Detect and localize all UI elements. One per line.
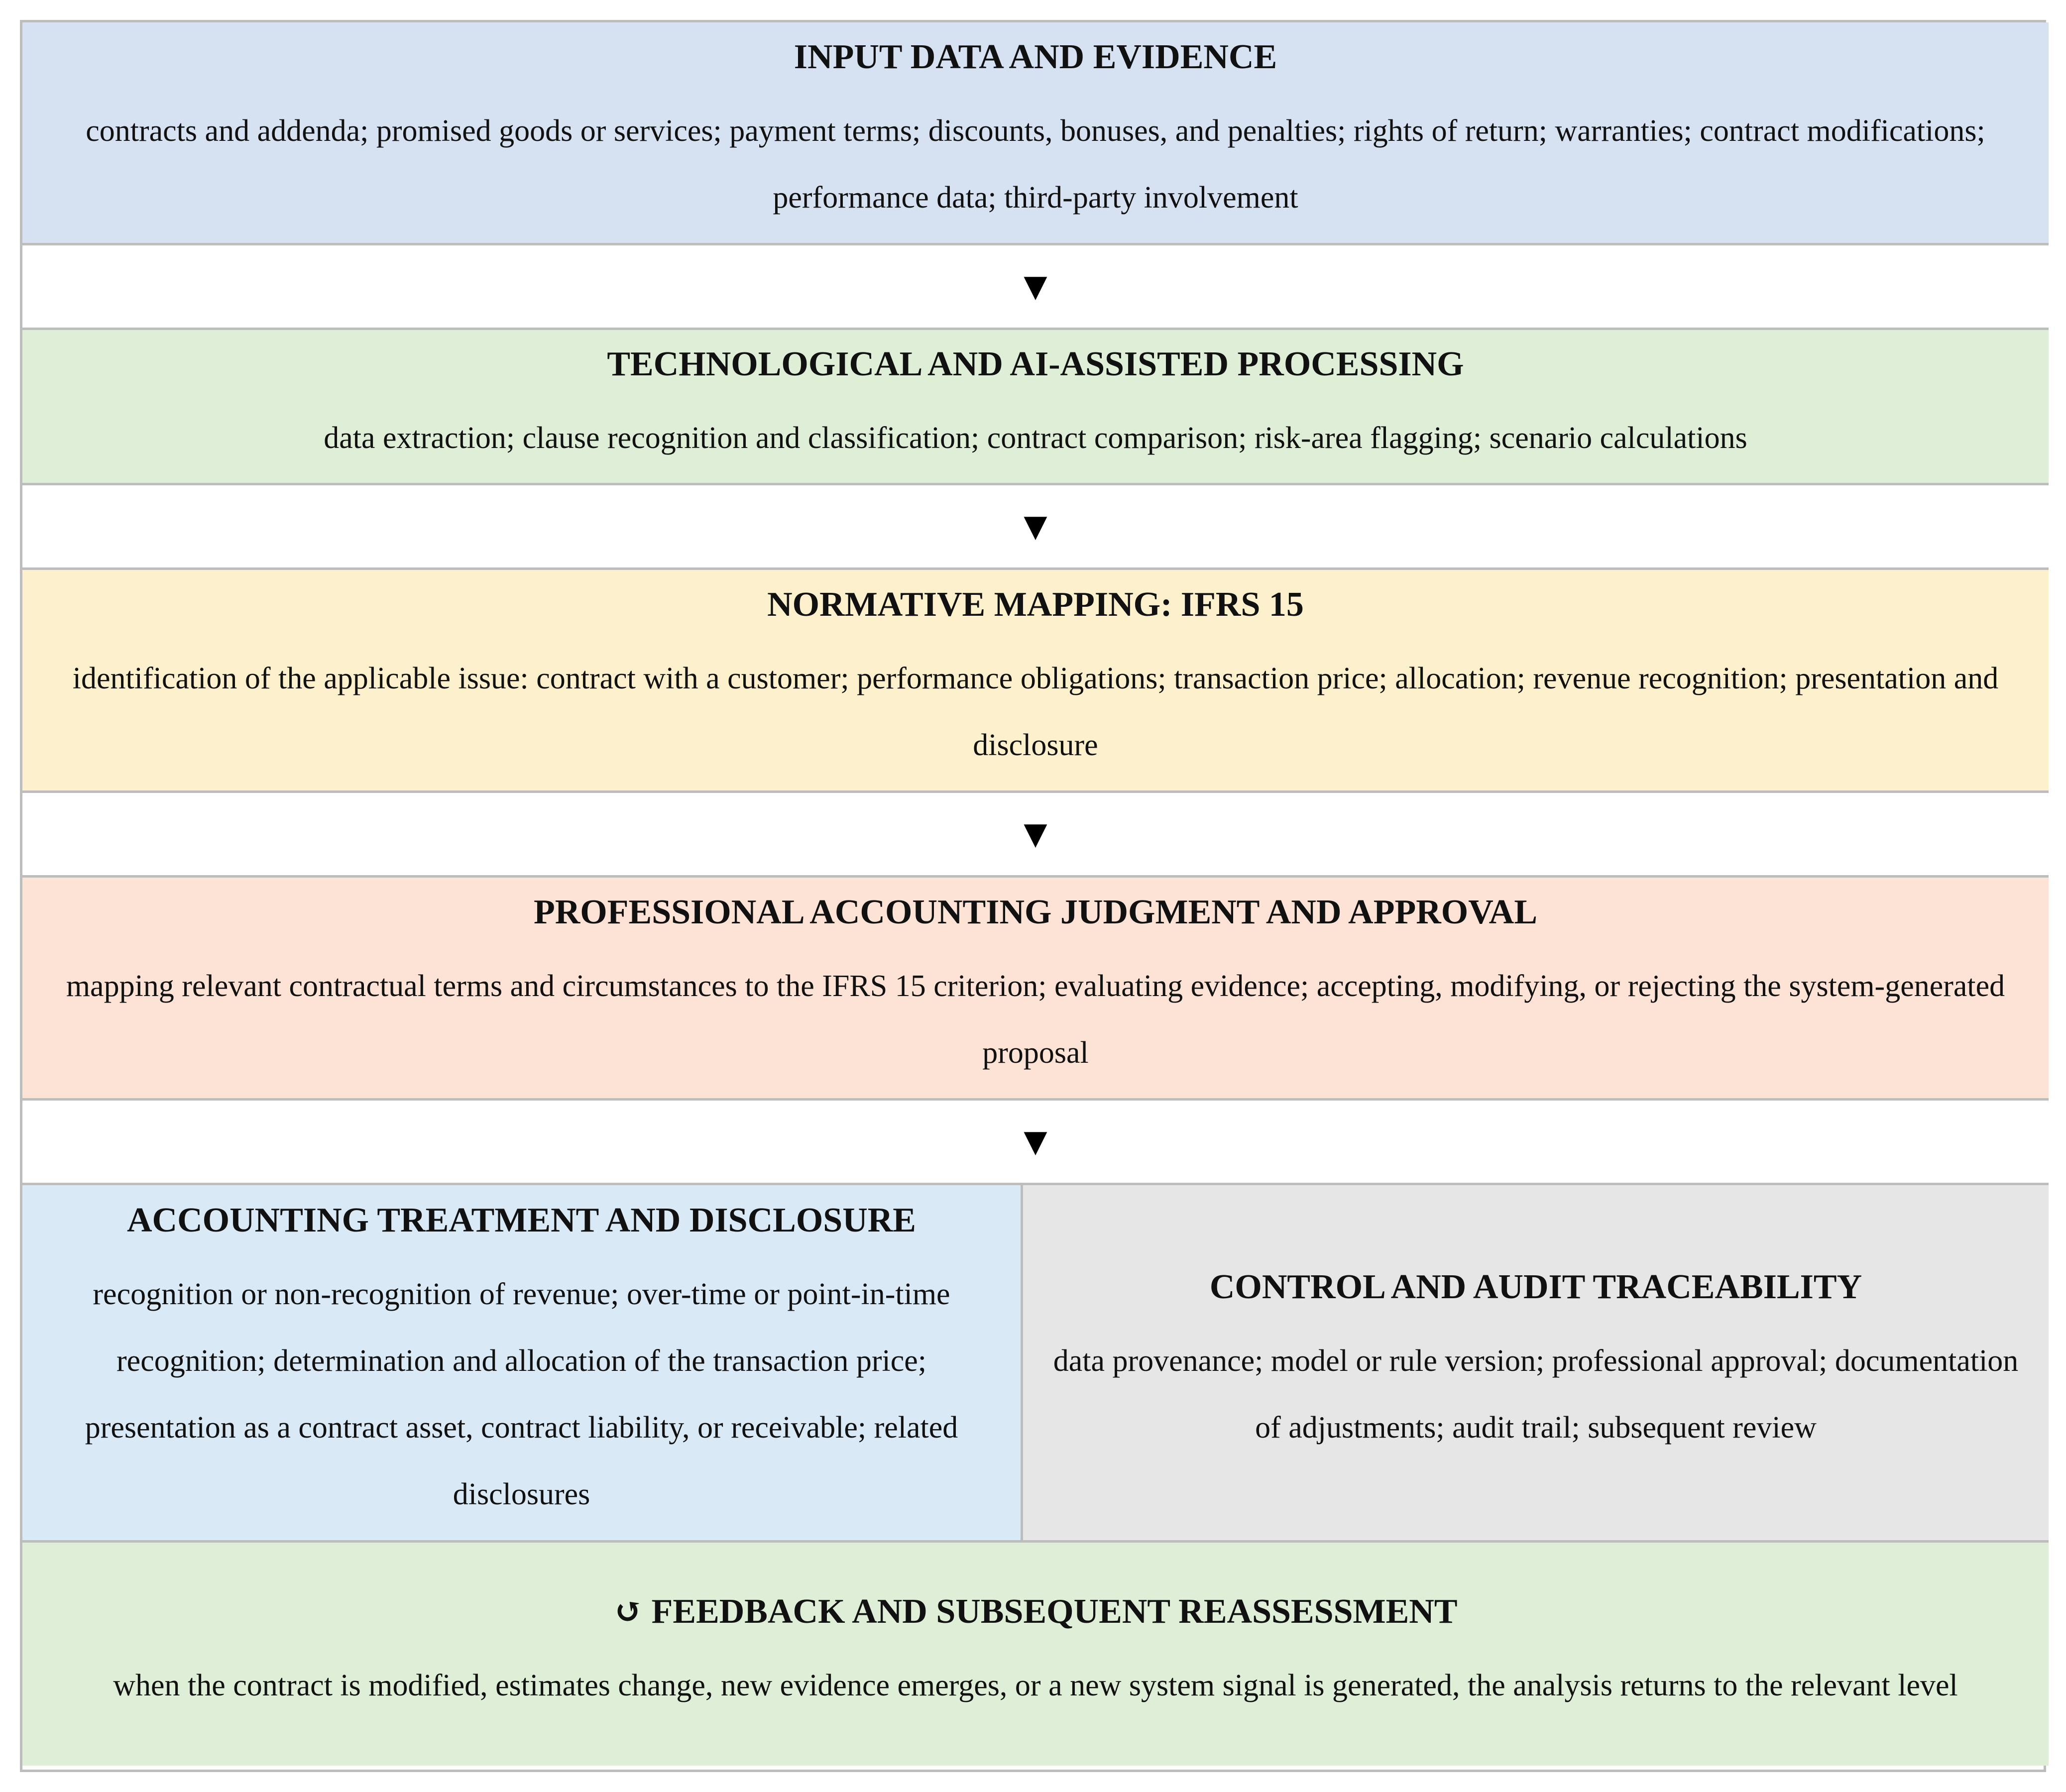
- control-audit-text: data provenance; model or rule version; professional approval; documentation of adjustments; audit trail; subsequent review: [1053, 1344, 2019, 1445]
- judgment-title: PROFESSIONAL ACCOUNTING JUDGMENT AND APPROVAL: [533, 893, 1538, 931]
- input-data-title: INPUT DATA AND EVIDENCE: [794, 37, 1277, 76]
- input-data-text: contracts and addenda; promised goods or services; payment terms; discounts, bonuses, and penalties; rights of return; warranties; contract modifications; performance data; third-party involvement: [86, 113, 1985, 215]
- down-arrow-icon: ▼: [1016, 812, 1055, 856]
- normative-mapping-box: [22, 570, 2049, 793]
- arrow-row-2: [22, 485, 2049, 570]
- input-data-box: [22, 22, 2049, 245]
- arrow-row-1: [22, 245, 2049, 330]
- processing-box: [22, 330, 2049, 485]
- down-arrow-icon: ▼: [1016, 1120, 1055, 1164]
- accounting-treatment-title: ACCOUNTING TREATMENT AND DISCLOSURE: [126, 1201, 916, 1239]
- normative-mapping-title: NORMATIVE MAPPING: IFRS 15: [767, 585, 1304, 624]
- judgment-box: [22, 878, 2049, 1101]
- control-audit-title: CONTROL AND AUDIT TRACEABILITY: [1209, 1267, 1862, 1306]
- judgment-text: mapping relevant contractual terms and circumstances to the IFRS 15 criterion; evaluating evidence; accepting, modifying, or rejecting the system-generated proposal: [66, 969, 2005, 1070]
- processing-text: data extraction; clause recognition and classification; contract comparison; risk-area flagging; scenario calculations: [324, 421, 1747, 455]
- feedback-text: when the contract is modified, estimates change, new evidence emerges, or a new system signal is generated, the analysis returns to the relevant level: [113, 1669, 1958, 1702]
- normative-mapping-text: identification of the applicable issue: contract with a customer; performance obligations; transaction price; allocation; revenue recognition; presentation and disclosure: [72, 661, 1999, 762]
- down-arrow-icon: ▼: [1016, 264, 1055, 309]
- down-arrow-icon: ▼: [1016, 504, 1055, 549]
- feedback-title: ↺ FEEDBACK AND SUBSEQUENT REASSESSMENT: [613, 1592, 1458, 1631]
- accounting-treatment-text: recognition or non-recognition of revenue; over-time or point-in-time recognition; determination and allocation of the transaction price; presentation as a contract asset, contract liability, or receivable; related disclosures: [85, 1277, 958, 1511]
- accounting-treatment-box: [22, 1185, 1023, 1543]
- arrow-row-4: [22, 1101, 2049, 1185]
- arrow-row-3: [22, 793, 2049, 878]
- control-audit-box: [1023, 1185, 2049, 1543]
- feedback-box: [22, 1543, 2049, 1766]
- flow-diagram: [20, 20, 2046, 1772]
- processing-title: TECHNOLOGICAL AND AI-ASSISTED PROCESSING: [607, 344, 1464, 383]
